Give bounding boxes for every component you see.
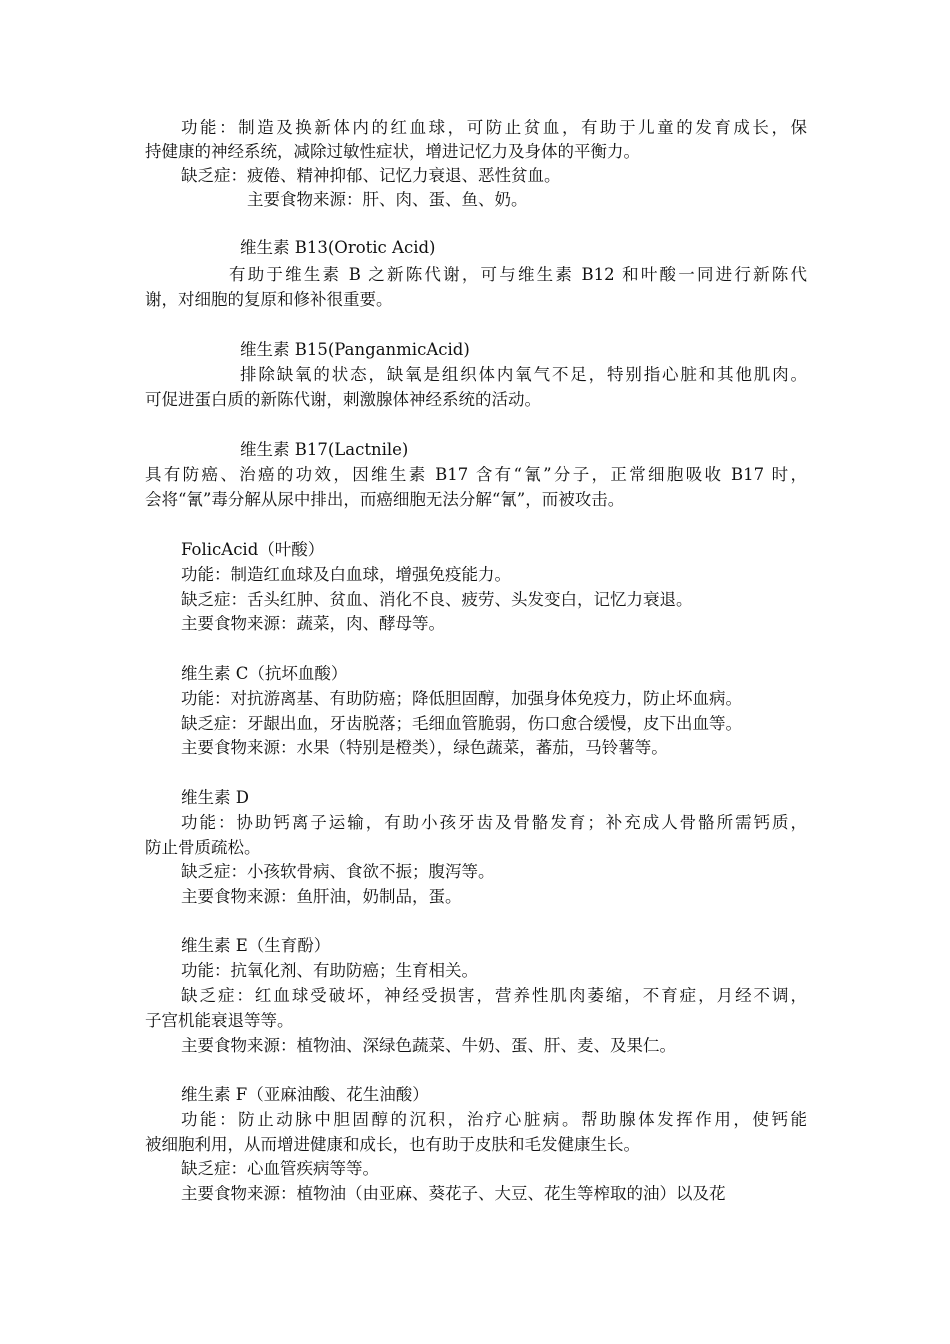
folic-function: 功能：制造红血球及白血球，增强免疫能力。 xyxy=(181,565,511,584)
vf-function-line-2: 被细胞利用，从而增进健康和成长，也有助于皮肤和毛发健康生长。 xyxy=(145,1135,640,1154)
b17-desc-line-2: 会将“氰”毒分解从尿中排出，而癌细胞无法分解“氰”，而被攻击。 xyxy=(145,490,625,509)
folic-heading: FolicAcid（叶酸） xyxy=(181,540,325,559)
vd-function-line-2: 防止骨质疏松。 xyxy=(145,838,261,857)
b13-desc-line-2: 谢，对细胞的复原和修补很重要。 xyxy=(145,290,393,309)
b12-function-line-2: 持健康的神经系统，减除过敏性症状，增进记忆力及身体的平衡力。 xyxy=(145,142,640,161)
ve-deficiency-line-1: 缺乏症：红血球受破坏，神经受损害，营养性肌肉萎缩，不育症，月经不调， xyxy=(181,986,807,1005)
ve-heading: 维生素 E（生育酚） xyxy=(181,936,331,955)
ve-food-source: 主要食物来源：植物油、深绿色蔬菜、牛奶、蛋、肝、麦、及果仁。 xyxy=(181,1036,676,1055)
vd-heading: 维生素 D xyxy=(181,788,249,807)
b15-heading: 维生素 B15(PanganmicAcid) xyxy=(240,340,470,359)
vd-function-line-1: 功能：协助钙离子运输，有助小孩牙齿及骨骼发育；补充成人骨骼所需钙质， xyxy=(181,813,807,832)
b13-heading: 维生素 B13(Orotic Acid) xyxy=(240,238,436,257)
ve-function: 功能：抗氧化剂、有助防癌；生育相关。 xyxy=(181,961,478,980)
vf-deficiency: 缺乏症：心血管疾病等等。 xyxy=(181,1159,379,1178)
b17-heading: 维生素 B17(Lactnile) xyxy=(240,440,409,459)
vc-function: 功能：对抗游离基、有助防癌；降低胆固醇，加强身体免疫力，防止坏血病。 xyxy=(181,689,742,708)
vc-deficiency: 缺乏症：牙龈出血，牙齿脱落；毛细血管脆弱，伤口愈合缓慢，皮下出血等。 xyxy=(181,714,742,733)
vf-function-line-1: 功能：防止动脉中胆固醇的沉积，治疗心脏病。帮助腺体发挥作用，使钙能 xyxy=(181,1110,807,1129)
b15-desc-line-2: 可促进蛋白质的新陈代谢，刺激腺体神经系统的活动。 xyxy=(145,390,541,409)
folic-food-source: 主要食物来源：蔬菜，肉、酵母等。 xyxy=(181,614,445,633)
b17-desc-line-1: 具有防癌、治癌的功效，因维生素 B17 含有“氰”分子，正常细胞吸收 B17 时， xyxy=(145,465,807,484)
b12-food-source: 主要食物来源：肝、肉、蛋、鱼、奶。 xyxy=(247,190,528,209)
folic-deficiency: 缺乏症：舌头红肿、贫血、消化不良、疲劳、头发变白，记忆力衰退。 xyxy=(181,590,693,609)
ve-deficiency-line-2: 子宫机能衰退等等。 xyxy=(145,1011,294,1030)
vc-food-source: 主要食物来源：水果（特别是橙类），绿色蔬菜，蕃茄，马铃薯等。 xyxy=(181,738,668,757)
vd-deficiency: 缺乏症：小孩软骨病、食欲不振；腹泻等。 xyxy=(181,862,495,881)
b12-function-line-1: 功能：制造及换新体内的红血球，可防止贫血，有助于儿童的发育成长，保 xyxy=(181,118,807,137)
vf-food-source: 主要食物来源：植物油（由亚麻、葵花子、大豆、花生等榨取的油）以及花 xyxy=(181,1184,726,1203)
b15-desc-line-1: 排除缺氧的状态，缺氧是组织体内氧气不足，特别指心脏和其他肌肉。 xyxy=(240,365,807,384)
b12-deficiency: 缺乏症：疲倦、精神抑郁、记忆力衰退、恶性贫血。 xyxy=(181,166,561,185)
b13-desc-line-1: 有助于维生素 B 之新陈代谢，可与维生素 B12 和叶酸一同进行新陈代 xyxy=(229,265,807,284)
vc-heading: 维生素 C（抗坏血酸） xyxy=(181,664,348,683)
vd-food-source: 主要食物来源：鱼肝油，奶制品，蛋。 xyxy=(181,887,462,906)
vf-heading: 维生素 F（亚麻油酸、花生油酸） xyxy=(181,1085,429,1104)
